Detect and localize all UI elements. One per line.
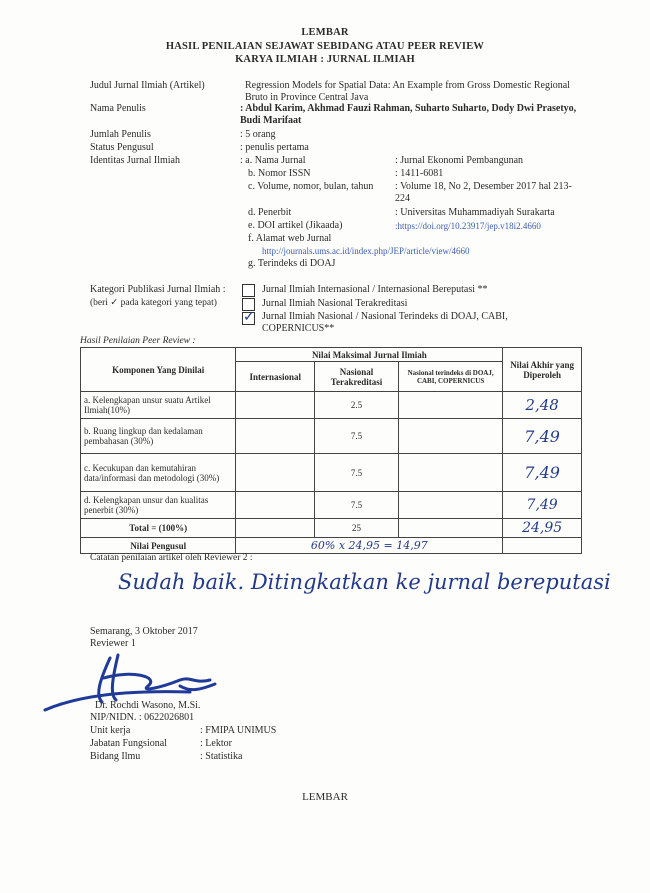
table-row [81, 492, 582, 519]
catatan-label: Catatan penilaian artikel oleh Reviewer 2 : [90, 553, 253, 563]
reviewer-name: Dr. Rochdi Wasono, M.Si. [95, 700, 201, 711]
status-label: Status Pengusul [90, 142, 154, 153]
doc-title-line1: LEMBAR [301, 27, 349, 38]
table-row [81, 419, 582, 454]
kategori-opt-nasional-terindeks: Jurnal Ilmiah Nasional / Nasional Terindeks di DOAJ, CABI, [262, 311, 508, 322]
row-nasional-terindeks [398, 392, 502, 419]
row-nasional: 7.5 [315, 454, 399, 492]
total-nasional: 25 [315, 519, 399, 538]
footer-text: LEMBAR [302, 791, 348, 803]
issn-label: b. Nomor ISSN [248, 168, 311, 179]
penulis-value: : Abdul Karim, Akhmad Fauzi Rahman, Suharto Suharto, Dody Dwi Prasetyo, Budi Marifaat [240, 103, 577, 126]
kategori-checkbox-internasional[interactable] [242, 284, 255, 297]
penerbit-label: d. Penerbit [248, 207, 292, 218]
web-label: f. Alamat web Jurnal [248, 233, 332, 244]
row-nasional-terindeks [398, 454, 502, 492]
kategori-opt-nasional-terakreditasi: Jurnal Ilmiah Nasional Terakreditasi [262, 298, 408, 309]
bidang-label: Bidang Ilmu [90, 751, 141, 762]
reviewer-label: Reviewer 1 [90, 638, 136, 649]
table-row [81, 454, 582, 492]
row-nasional-terindeks [398, 419, 502, 454]
volume-label: c. Volume, nomor, bulan, tahun [248, 181, 374, 192]
pengusul-value: 60% x 24,95 = 14,97 [236, 538, 503, 554]
kategori-hint: (beri ✓ pada kategori yang tepat) [90, 298, 217, 308]
row-internasional [236, 419, 315, 454]
bidang-value: : Statistika [200, 751, 243, 762]
row-komponen: c. Kecukupan dan kemutahiran data/informasi dan metodologi (30%) [81, 454, 236, 492]
unit-label: Unit kerja [90, 725, 131, 736]
doi-label: e. DOI artikel (Jikaada) [248, 220, 343, 231]
row-nasional: 2.5 [315, 392, 399, 419]
penilaian-table [80, 347, 582, 554]
table-row [81, 392, 582, 419]
penerbit-value: : Universitas Muhammadiyah Surakarta [395, 207, 555, 218]
pengusul-label: Nilai Pengusul [81, 538, 236, 554]
header-nasional-terindeks: Nasional terindeks di DOAJ, CABI, COPERNICUS [398, 362, 502, 392]
jabatan-value: : Lektor [200, 738, 232, 749]
identitas-label: Identitas Jurnal Ilmiah [90, 155, 180, 166]
row-komponen: b. Ruang lingkup dan kedalaman pembahasan (30%) [81, 419, 236, 454]
kategori-opt-internasional: Jurnal Ilmiah Internasional / Internasional Bereputasi ** [262, 284, 488, 295]
row-nasional: 7.5 [315, 419, 399, 454]
row-nilai-akhir: 7,49 [503, 492, 582, 519]
catatan-handwritten: Sudah baik. Ditingkatkan ke jurnal bereputasi [118, 570, 611, 594]
row-komponen: d. Kelengkapan unsur dan kualitas penerbit (30%) [81, 492, 236, 519]
nama-jurnal-value: : Jurnal Ekonomi Pembangunan [395, 155, 524, 166]
volume-value: : Volume 18, No 2, Desember 2017 hal 213-224 [395, 181, 572, 204]
header-nilai-maksimal: Nilai Maksimal Jurnal Ilmiah [236, 348, 503, 362]
judul-value: Regression Models for Spatial Data: An Example from Gross Domestic Regional Bruto in Province Central Java [245, 80, 570, 103]
row-nilai-akhir: 7,49 [503, 419, 582, 454]
doc-title-line3: KARYA ILMIAH : JURNAL ILMIAH [235, 54, 415, 65]
jumlah-label: Jumlah Penulis [90, 129, 151, 140]
row-nasional-terindeks [398, 492, 502, 519]
header-nilai-akhir: Nilai Akhir yang Diperoleh [503, 348, 582, 392]
table-pengusul-row [81, 538, 582, 554]
row-internasional [236, 454, 315, 492]
web-link[interactable]: http://journals.ums.ac.id/index.php/JEP/article/view/4660 [262, 246, 470, 256]
issn-value: : 1411-6081 [395, 168, 444, 179]
pengusul-empty [503, 538, 582, 554]
total-internasional [236, 519, 315, 538]
kategori-opt-nasional-terindeks-cont: COPERNICUS** [262, 323, 335, 334]
checkmark-icon: ✓ [243, 310, 255, 325]
row-nasional: 7.5 [315, 492, 399, 519]
row-nilai-akhir: 7,49 [503, 454, 582, 492]
row-internasional [236, 392, 315, 419]
jabatan-label: Jabatan Fungsional [90, 738, 167, 749]
header-internasional: Internasional [236, 362, 315, 392]
total-nasional-terindeks [398, 519, 502, 538]
jumlah-value: : 5 orang [240, 129, 276, 140]
total-nilai-akhir: 24,95 [503, 519, 582, 538]
doaj-label: g. Terindeks di DOAJ [248, 258, 336, 269]
row-komponen: a. Kelengkapan unsur suatu Artikel Ilmiah(10%) [81, 392, 236, 419]
reviewer-nip: NIP/NIDN. : 0622026801 [90, 712, 195, 723]
judul-label: Judul Jurnal Ilmiah (Artikel) [90, 80, 205, 91]
doi-link[interactable]: :https://doi.org/10.23917/jep.v18i2.4660 [395, 221, 541, 231]
table-total-row [81, 519, 582, 538]
place-date: Semarang, 3 Oktober 2017 [90, 626, 198, 637]
doc-title-line2: HASIL PENILAIAN SEJAWAT SEBIDANG ATAU PEER REVIEW [165, 41, 485, 52]
penulis-label: Nama Penulis [90, 103, 146, 114]
hasil-title: Hasil Penilaian Peer Review : [80, 336, 196, 346]
nama-jurnal-label: : a. Nama Jurnal [240, 155, 306, 166]
header-komponen: Komponen Yang Dinilai [81, 348, 236, 392]
row-nilai-akhir: 2,48 [503, 392, 582, 419]
row-internasional [236, 492, 315, 519]
unit-value: : FMIPA UNIMUS [200, 725, 277, 736]
total-label: Total = (100%) [81, 519, 236, 538]
header-nasional: Nasional Terakreditasi [315, 362, 399, 392]
kategori-label: Kategori Publikasi Jurnal Ilmiah : [90, 284, 226, 295]
status-value: : penulis pertama [240, 142, 309, 153]
